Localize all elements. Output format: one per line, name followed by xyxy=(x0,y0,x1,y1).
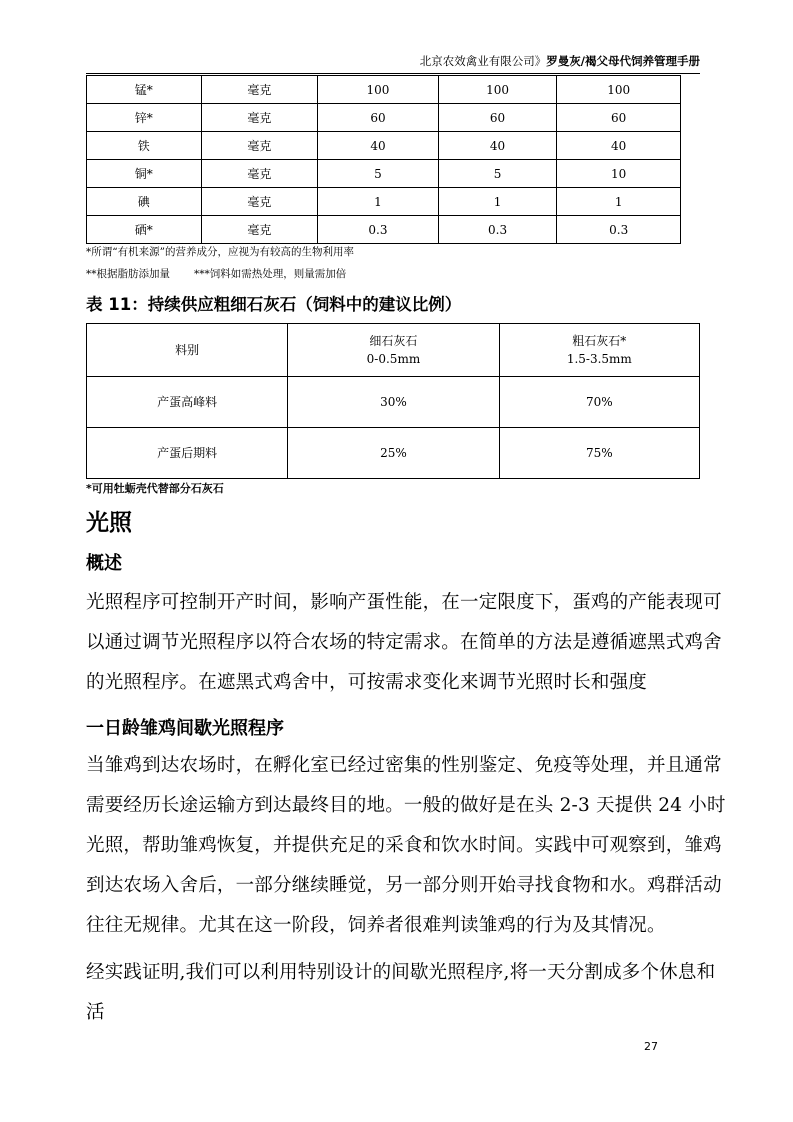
table-cell: 硒* xyxy=(87,216,202,244)
table-row xyxy=(87,76,681,104)
page-number: 27 xyxy=(644,1040,658,1053)
table-cell: 铁 xyxy=(87,132,202,160)
table-cell: 25% xyxy=(288,428,499,479)
intermittent-paragraph-1: 当雏鸡到达农场时，在孵化室已经过密集的性别鉴定、免疫等处理，并且通常需要经历长途运输方到达最终目的地。一般的做好是在头 2-3 天提供 24 小时光照，帮助雏鸡恢复，并提供充足的采食和饮水时间。实践中可观察到，雏鸡到达农场入舍后，一部分继续睡觉，另一部分则开始寻找食物和水。鸡群活动往往无规律。尤其在这一阶段，饲养者很难判读雏鸡的行为及其情况。 xyxy=(86,755,726,936)
table-row xyxy=(87,104,681,132)
trace-minerals-table xyxy=(86,75,681,244)
manual-title: 罗曼灰/褐父母代饲养管理手册 xyxy=(546,54,700,68)
table-cell: 100 xyxy=(438,76,557,104)
table-cell: 碘 xyxy=(87,188,202,216)
page-header xyxy=(86,53,700,74)
footnote-fat: **根据脂肪添加量 xyxy=(86,268,170,280)
table-cell: 毫克 xyxy=(201,132,318,160)
table-cell: 5 xyxy=(438,160,557,188)
table-cell: 毫克 xyxy=(201,160,318,188)
header-feed-type: 料别 xyxy=(87,324,288,377)
header-coarse-limestone xyxy=(499,324,699,377)
table-cell: 0.3 xyxy=(318,216,439,244)
table-cell: 60 xyxy=(318,104,439,132)
table-cell: 100 xyxy=(318,76,439,104)
footnote-fat-heat xyxy=(86,266,346,281)
table-cell: 铜* xyxy=(87,160,202,188)
table-cell: 产蛋后期料 xyxy=(87,428,288,479)
footnote-heat: ***饲料如需热处理，则量需加倍 xyxy=(194,268,347,280)
section-title: 光照 xyxy=(86,510,132,536)
table-row xyxy=(87,428,700,479)
table-cell: 100 xyxy=(557,76,681,104)
table-cell: 毫克 xyxy=(201,76,318,104)
header-coarse-size: 1.5-3.5mm xyxy=(566,352,632,366)
table-cell: 40 xyxy=(557,132,681,160)
table-row xyxy=(87,160,681,188)
table-cell: 5 xyxy=(318,160,439,188)
table-cell: 60 xyxy=(438,104,557,132)
table-cell: 锌* xyxy=(87,104,202,132)
table-cell: 1 xyxy=(557,188,681,216)
table-cell: 75% xyxy=(499,428,699,479)
table-row xyxy=(87,132,681,160)
table-cell: 产蛋高峰料 xyxy=(87,377,288,428)
subsection-intermittent-title: 一日龄雏鸡间歇光照程序 xyxy=(86,718,284,739)
table-cell: 0.3 xyxy=(438,216,557,244)
subsection-overview-title: 概述 xyxy=(86,553,122,574)
table-cell: 60 xyxy=(557,104,681,132)
trace-minerals-table-body xyxy=(87,76,681,244)
table-caption: 表 11：持续供应粗细石灰石（饲料中的建议比例） xyxy=(86,295,462,314)
table-cell: 毫克 xyxy=(201,104,318,132)
header-coarse-label: 粗石灰石* xyxy=(572,334,627,348)
table-cell: 0.3 xyxy=(557,216,681,244)
header-fine-size: 0-0.5mm xyxy=(366,352,421,366)
table-cell: 70% xyxy=(499,377,699,428)
table-cell: 毫克 xyxy=(201,188,318,216)
table-cell: 40 xyxy=(318,132,439,160)
footnote-organic-source: *所谓“有机来源”的营养成分，应视为有较高的生物利用率 xyxy=(86,246,354,258)
table-footnote: *可用牡蛎壳代替部分石灰石 xyxy=(86,482,224,495)
header-fine-label: 细石灰石 xyxy=(369,334,418,348)
table-cell: 1 xyxy=(318,188,439,216)
table-header-row xyxy=(87,324,700,377)
table-row xyxy=(87,188,681,216)
table-cell: 40 xyxy=(438,132,557,160)
intermittent-paragraph-2: 经实践证明,我们可以利用特别设计的间歇光照程序,将一天分割成多个休息和活 xyxy=(86,962,716,1023)
table-cell: 10 xyxy=(557,160,681,188)
table-cell: 毫克 xyxy=(201,216,318,244)
table-cell: 30% xyxy=(288,377,499,428)
company-name: 北京农效禽业有限公司》 xyxy=(419,54,547,68)
table-row xyxy=(87,377,700,428)
table-row xyxy=(87,216,681,244)
limestone-table xyxy=(86,323,700,479)
header-fine-limestone xyxy=(288,324,499,377)
table-cell: 1 xyxy=(438,188,557,216)
table-cell: 锰* xyxy=(87,76,202,104)
overview-paragraph: 光照程序可控制开产时间，影响产蛋性能，在一定限度下，蛋鸡的产能表现可以通过调节光照程序以符合农场的特定需求。在简单的方法是遵循遮黑式鸡舍的光照程序。在遮黑式鸡舍中，可按需求变化来调节光照时长和强度 xyxy=(86,592,722,693)
